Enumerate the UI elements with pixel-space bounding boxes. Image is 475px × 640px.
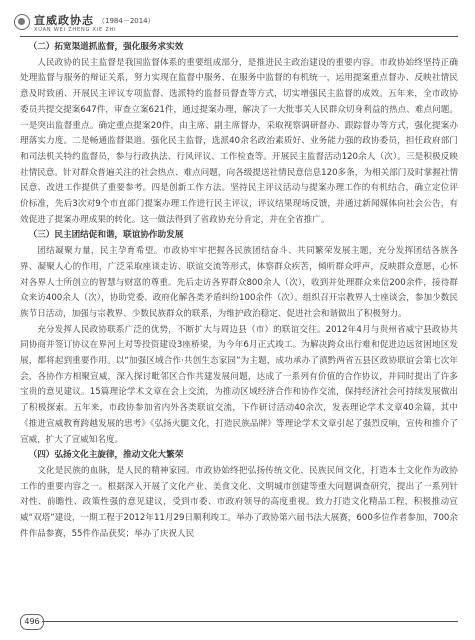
book-title-pinyin: XUAN WEI ZHENG XIE ZHI bbox=[34, 27, 117, 33]
section-heading-2: （二）拓宽渠道抓监督，强化服务求实效 bbox=[28, 42, 184, 52]
header-rule bbox=[20, 36, 458, 37]
page-body bbox=[20, 40, 458, 543]
book-title bbox=[34, 12, 155, 28]
book-years: （1984－2014） bbox=[98, 17, 155, 25]
book-title-text: 宣威政协志 bbox=[34, 14, 94, 27]
section-heading-3: （三）民主团结促和谐，联谊协作助发展 bbox=[28, 230, 184, 241]
footer-rule bbox=[42, 621, 458, 622]
paragraph: 充分发挥人民政协联系广泛的优势，不断扩大与周边县（市）的联谊交往。2012年4月与贵州省威宁县政协共同协商并签订协议在界河上对等投资建设3座桥梁，为今年6月正式竣工。为解决跨众出行难和促进边远贫困地区发展，都将起到重要作用。以“加强区域合作·共创生态家园”为主题，成功承办了滇黔两省五县区政协联谊会第七次年会，各协作方相聚宣威，深入探讨毗邻区合作共建发展问题，达成了一系列有价值的合作协议，并同时提出了许多宝贵的意见建议。15篇理论学术文章在会上交流，为推动区域经济合作和协作交流，保持经济社会可持续发展做出了积极探索。五年来，市政协参加省内外各类联谊交流，下作研讨活动40余次，发表理论学术文章40余篇，其中《推进宣威教育跨越发展的思考》《弘扬火腿文化，打造民族品牌》等理论学术文章引起了强烈反响，宣传和推介了宣威，扩大了宣威知名度。 bbox=[20, 324, 458, 445]
paragraph: 人民政协的民主监督是我国监督体系的重要组成部分，是推进民主政治建设的重要内容。市政协始终坚持正确处理监督与服务的辩证关系，努力实现在监督中服务、在服务中监督的有机统一，运用提案重点督办、反映社情民意及时致函、开展民主评议专项监督、选派特约监督员督查等方式，切实增强民主监督的成效。五年来，全市政协委员共提交提案647件，审查立案621件，通过提案办理，解决了一大批事关人民群众切身利益的热点、难点问题。一是突出监督重点。确定重点提案20件，由主席、副主席督办，采取视察调研督办、跟踪督办等方式，强化提案办理落实力度。二是畅通监督渠道。强化民主监督，选派40余名政治素质好、业务能力强的政协委员，担任政府部门和司法机关特约监督员，参与行政执法、行风评议、工作检查等。开展民主监督活动120余人（次）。三是积极反映社情民意。针对群众普遍关注的社会热点、难点问题，向各级提送社情民意信息120多条，为相关部门及时掌握社情民意、改进工作提供了重要参考。四是创新工作方法。坚持民主评议活动与提案办理工作的有机结合，确立定位评价标准，先后3次对9个市直部门提案办理工作进行民主评议，评议结果现场反馈，并通过新闻媒体向社会公告，有效促进了提案办理成果的转化。这一做法得到了省政协充分肯定，并在全省推广。 bbox=[20, 57, 458, 225]
section-heading-4: （四）弘扬文化主旋律，推动文化大繁荣 bbox=[28, 450, 184, 461]
cppcc-emblem-icon bbox=[14, 14, 30, 30]
paragraph: 文化是民族的血脉，是人民的精神家园。市政协始终把弘扬传统文化、民族民间文化，打造本土文化作为政协工作的重要内容之一。根据深入开展了文化产业、美食文化、文明城市创建等重大问题调查研究，提出了一系列针对性、前瞻性、政策性强的意见建议，受到市委、市政府领导的高度重视。致力打造文化精品工程，积极推动宣威“双塔”建设，一期工程于2012年11月29日顺利竣工。举办了政协第六届书法大展赛，600多位作者参加，700余件作品参赛，55件作品获奖；举办了庆祝人民 bbox=[20, 465, 458, 539]
paragraph: 团结凝聚力量，民主孕育希望。市政协牢牢把握各民族团结奋斗、共同繁荣发展主题，充分发挥团结各族各界、凝聚人心的作用，广泛采取座谈走访、联谊交流等形式，体察群众疾苦，倾听群众呼声，反映群众意愿，心怀对各界人士所创立的智慧与财富的尊重。先后走访各界群众800余人（次），收到并处理群众来信200余件，接待群众来访400余人（次），协助党委、政府化解各类矛盾纠纷100余件（次）。组织召开宗教界人士座谈会，参加少数民族节日活动，加强与宗教界、少数民族群众的联系，为维护政治稳定、促进社会和谐做出了积极努力。 bbox=[20, 246, 458, 319]
page-number: 496 bbox=[20, 614, 44, 630]
page-header bbox=[0, 0, 475, 40]
